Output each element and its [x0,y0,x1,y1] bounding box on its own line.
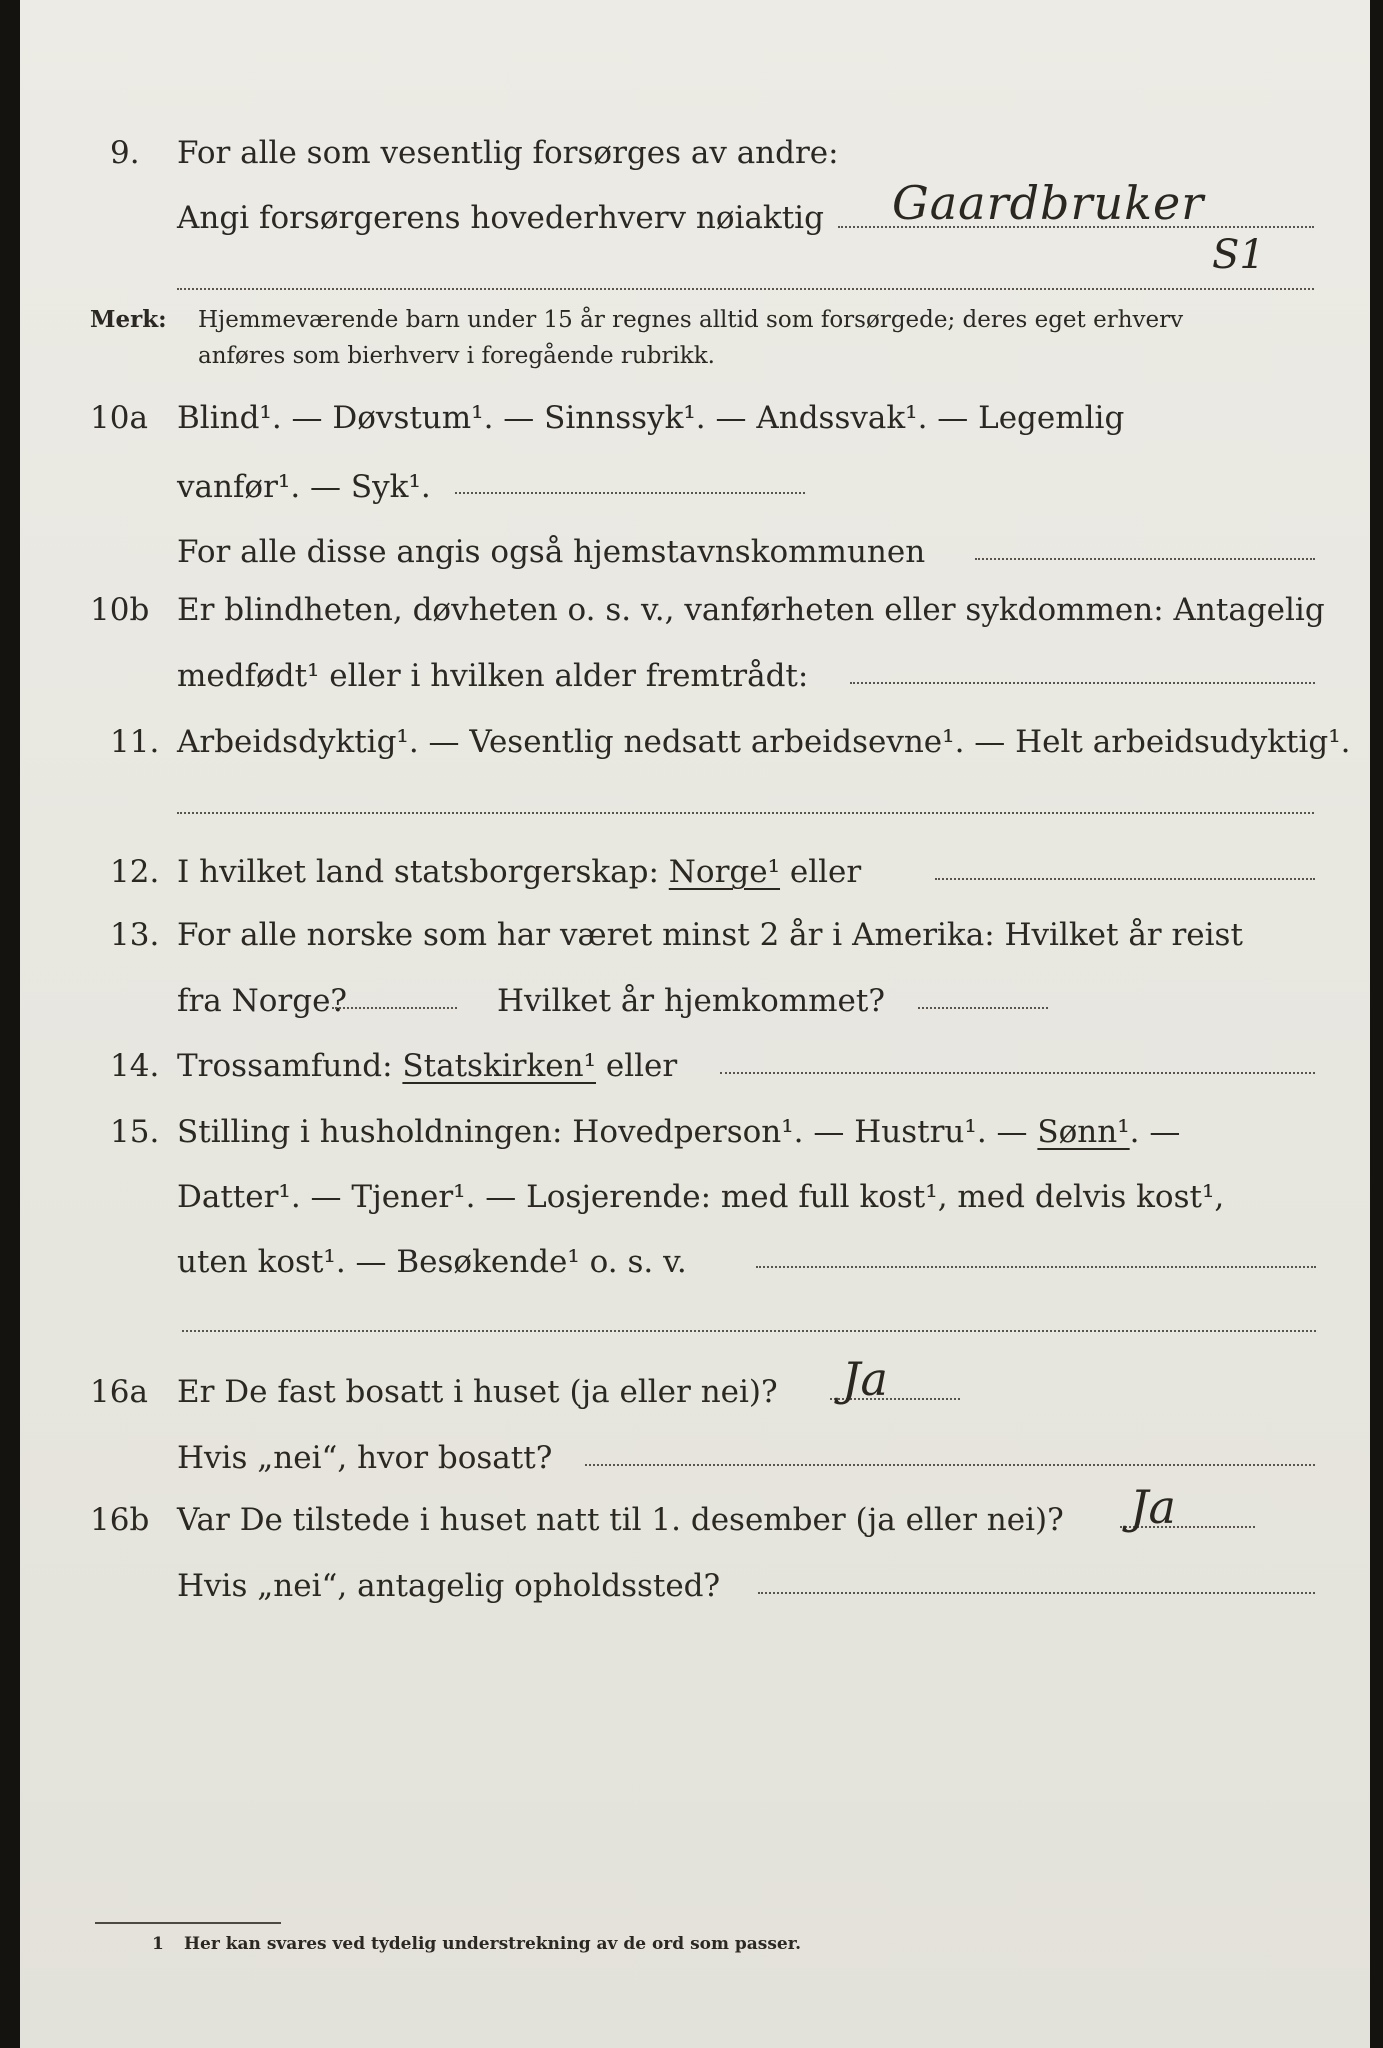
q10b-row-2 [20,654,1370,698]
q13-hjemkommet-line [918,1007,1048,1009]
q10b-line-1: Er blindheten, døvheten o. s. v., vanførheten eller sykdommen: Antagelig [177,592,1325,628]
q16b-row-2 [20,1564,1370,1608]
q10b-line-2: medfødt¹ eller i hvilken alder fremtrådt: [177,658,809,694]
q15-sonn-underlined: Sønn¹ [1037,1114,1130,1150]
q15-line-1-start: Stilling i husholdningen: Hovedperson¹. — Hustru¹. — [177,1114,1038,1150]
q15-line-2: Datter¹. — Tjener¹. — Losjerende: med full kost¹, med delvis kost¹, [177,1179,1225,1215]
q14-row-1 [20,1044,1370,1088]
q13-row-1 [20,913,1370,957]
q14-answer-line [720,1072,1315,1074]
q16a-bosatt-line [585,1464,1315,1466]
q14-suffix: eller [596,1048,678,1084]
q12-prefix: I hvilket land statsborgerskap: [177,854,669,890]
q9-line-1: For alle som vesentlig forsørges av andre: [177,135,839,171]
q13-reist-line [332,1007,457,1009]
q13-line-2a: fra Norge? [177,983,348,1019]
q16b-number: 16b [90,1502,150,1538]
q10a-line-2: vanfør¹. — Syk¹. [177,469,431,505]
q16b-opholdssted-line [758,1592,1315,1594]
q12-number: 12. [110,854,160,890]
q10a-row-1 [20,396,1370,440]
q16a-row-1 [20,1370,1370,1414]
q15-number: 15. [110,1114,160,1150]
q10a-syk-line [455,492,805,494]
merk-label: Merk: [90,306,167,333]
q16b-line-1: Var De tilstede i huset natt til 1. desember (ja eller nei)? [177,1502,1064,1538]
footnote-mark: 1 [152,1934,164,1954]
q10a-row-2 [20,465,1370,509]
q15-line-1-end: . — [1129,1114,1181,1150]
q16b-line-2: Hvis „nei“, antagelig opholdssted? [177,1568,721,1604]
q10a-number: 10a [90,400,148,436]
q15-line-3: uten kost¹. — Besøkende¹ o. s. v. [177,1244,687,1280]
q9-code-mark: S1 [1212,232,1265,278]
q11-row-1 [20,720,1370,764]
census-form-page [20,0,1370,2048]
q15-extra-line [182,1330,1316,1332]
q9-handwritten-answer: Gaardbruker [892,176,1205,230]
q13-row-2 [20,979,1370,1023]
q13-number: 13. [110,917,160,953]
q10a-row-3 [20,530,1370,574]
q15-row-3 [20,1240,1370,1284]
q13-line-2b: Hvilket år hjemkommet? [497,983,885,1019]
q9-row-1 [20,131,1370,175]
q16b-handwritten-answer: Ja [1130,1480,1176,1534]
q9-extra-line [177,288,1314,290]
q14-number: 14. [110,1048,160,1084]
q16a-row-2 [20,1436,1370,1480]
q15-row-1 [20,1110,1370,1154]
q16a-number: 16a [90,1374,148,1410]
q10b-row-1 [20,588,1370,632]
q15-line-1 [177,1110,1180,1154]
q10a-line-1: Blind¹. — Døvstum¹. — Sinnssyk¹. — Andssvak¹. — Legemlig [177,400,1125,436]
q14-line-1 [177,1044,677,1088]
q16a-line-2: Hvis „nei“, hvor bosatt? [177,1440,553,1476]
q12-answer-line [935,878,1315,880]
footnote-text: Her kan svares ved tydelig understrekning av de ord som passer. [184,1934,802,1954]
q13-line-1: For alle norske som har været minst 2 år i Amerika: Hvilket år reist [177,917,1243,953]
q16a-line-1: Er De fast bosatt i huset (ja eller nei)? [177,1374,778,1410]
q15-answer-line [756,1266,1316,1268]
q11-answer-line [177,812,1314,814]
q15-row-2 [20,1175,1370,1219]
q12-norge-underlined: Norge¹ [668,854,781,890]
q14-prefix: Trossamfund: [177,1048,403,1084]
merk-line-1: Hjemmeværende barn under 15 år regnes alltid som forsørgede; deres eget erhverv [198,307,1184,333]
q9-number: 9. [110,135,140,171]
q9-line-2: Angi forsørgerens hovederhverv nøiaktig [177,200,824,236]
q11-number: 11. [110,724,160,760]
q16a-handwritten-answer: Ja [842,1352,888,1406]
q12-suffix: eller [780,854,862,890]
merk-row-2 [20,338,1370,382]
q11-line-1: Arbeidsdyktig¹. — Vesentlig nedsatt arbeidsevne¹. — Helt arbeidsudyktig¹. [177,724,1351,760]
q12-row-1 [20,850,1370,894]
q10a-hjemstavn-line [975,558,1315,560]
q12-line-1 [177,850,861,894]
q10b-answer-line [850,682,1315,684]
q10a-line-3: For alle disse angis også hjemstavnskommunen [177,534,926,570]
q14-statskirken-underlined: Statskirken¹ [402,1048,596,1084]
q10b-number: 10b [90,592,150,628]
footnote-rule [95,1922,281,1924]
merk-line-2: anføres som bierhverv i foregående rubrikk. [198,343,715,369]
